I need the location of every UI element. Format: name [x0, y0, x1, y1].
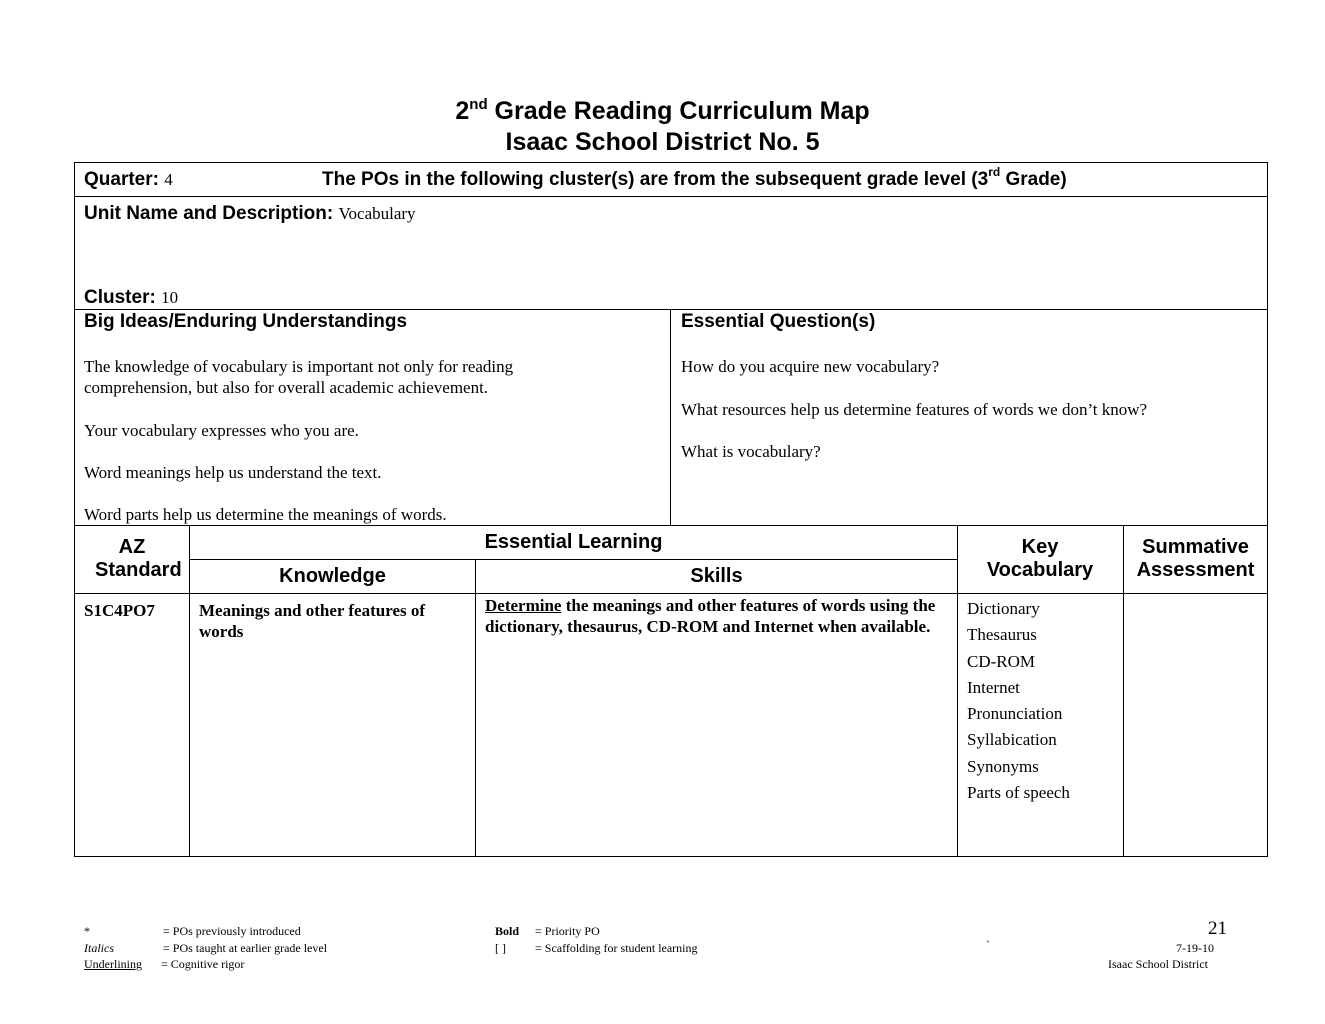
vocab-item: Pronunciation	[967, 704, 1063, 724]
cluster-value: 10	[161, 288, 179, 307]
cluster-row	[84, 287, 178, 309]
quarter-label: Quarter:	[84, 169, 159, 190]
quarter-row	[84, 169, 173, 191]
title-superscript: nd	[469, 96, 488, 113]
vocab-item: CD-ROM	[967, 651, 1036, 671]
big-ideas-heading: Big Ideas/Enduring Understandings	[84, 311, 408, 332]
vocab-item: Thesaurus	[967, 625, 1037, 645]
legend-desc: = Cognitive rigor	[161, 957, 245, 971]
page-subtitle: Isaac School District No. 5	[505, 128, 820, 156]
big-idea-item: The knowledge of vocabulary is important not only for reading comprehension, but also for overall academic achievement.	[84, 357, 514, 397]
key-vocabulary-list	[967, 596, 1070, 806]
legend-desc: = POs previously introduced	[163, 924, 301, 938]
big-idea-item: Your vocabulary expresses who you are.	[84, 421, 359, 440]
skills-cell: Determine the meanings and other features of words using the dictionary, thesaurus, CD-ROM and Internet when available.	[485, 596, 936, 636]
unit-value: Vocabulary	[338, 204, 416, 223]
district-footer: Isaac School District	[1108, 957, 1208, 971]
legend-key-bold: Bold	[495, 924, 520, 938]
legend-key-italics: Italics	[84, 941, 114, 955]
vocab-item: Synonyms	[967, 756, 1039, 776]
cluster-label: Cluster:	[84, 287, 156, 308]
vocab-item: Internet	[967, 677, 1020, 697]
legend-desc: = Priority PO	[535, 924, 600, 938]
stray-tick: `	[986, 938, 990, 952]
unit-label: Unit Name and Description:	[84, 203, 334, 224]
page-number: 21	[1208, 918, 1227, 939]
legend-key-underlining: Underlining	[84, 957, 142, 971]
page-title: 2nd Grade Reading Curriculum Map	[455, 96, 870, 125]
col-header-az-standard: AZ Standard	[95, 536, 182, 581]
quarter-value: 4	[164, 170, 173, 189]
vocab-item: Syllabication	[967, 730, 1057, 750]
col-header-key-vocabulary: Key Vocabulary	[986, 536, 1094, 581]
knowledge-cell: Meanings and other features of words	[199, 601, 426, 641]
essential-question-item: How do you acquire new vocabulary?	[681, 357, 940, 376]
essential-question-item: What is vocabulary?	[681, 442, 821, 461]
skills-verb: Determine	[485, 596, 562, 615]
col-header-summative-assessment: Summative Assessment	[1136, 536, 1255, 581]
legend-key-brackets: [ ]	[495, 941, 506, 955]
revision-date: 7-19-10	[1176, 941, 1214, 955]
essential-questions-heading: Essential Question(s)	[681, 311, 876, 332]
vocab-item: Dictionary	[967, 599, 1040, 618]
standard-code: S1C4PO7	[84, 601, 155, 620]
legend-desc: = POs taught at earlier grade level	[163, 941, 328, 955]
unit-name-row	[84, 203, 416, 225]
col-header-skills: Skills	[690, 565, 743, 587]
essential-question-item: What resources help us determine features of words we don’t know?	[681, 400, 1148, 419]
col-header-knowledge: Knowledge	[279, 565, 386, 587]
big-idea-item: Word meanings help us understand the text.	[84, 463, 382, 482]
subsequent-grade-note: The POs in the following cluster(s) are from the subsequent grade level (3rd Grade)	[322, 165, 1067, 190]
big-idea-item: Word parts help us determine the meanings of words.	[84, 505, 447, 524]
col-header-essential-learning: Essential Learning	[484, 531, 663, 553]
legend-desc: = Scaffolding for student learning	[535, 941, 698, 955]
vocab-item: Parts of speech	[967, 783, 1070, 803]
legend-key-asterisk: *	[84, 924, 90, 938]
